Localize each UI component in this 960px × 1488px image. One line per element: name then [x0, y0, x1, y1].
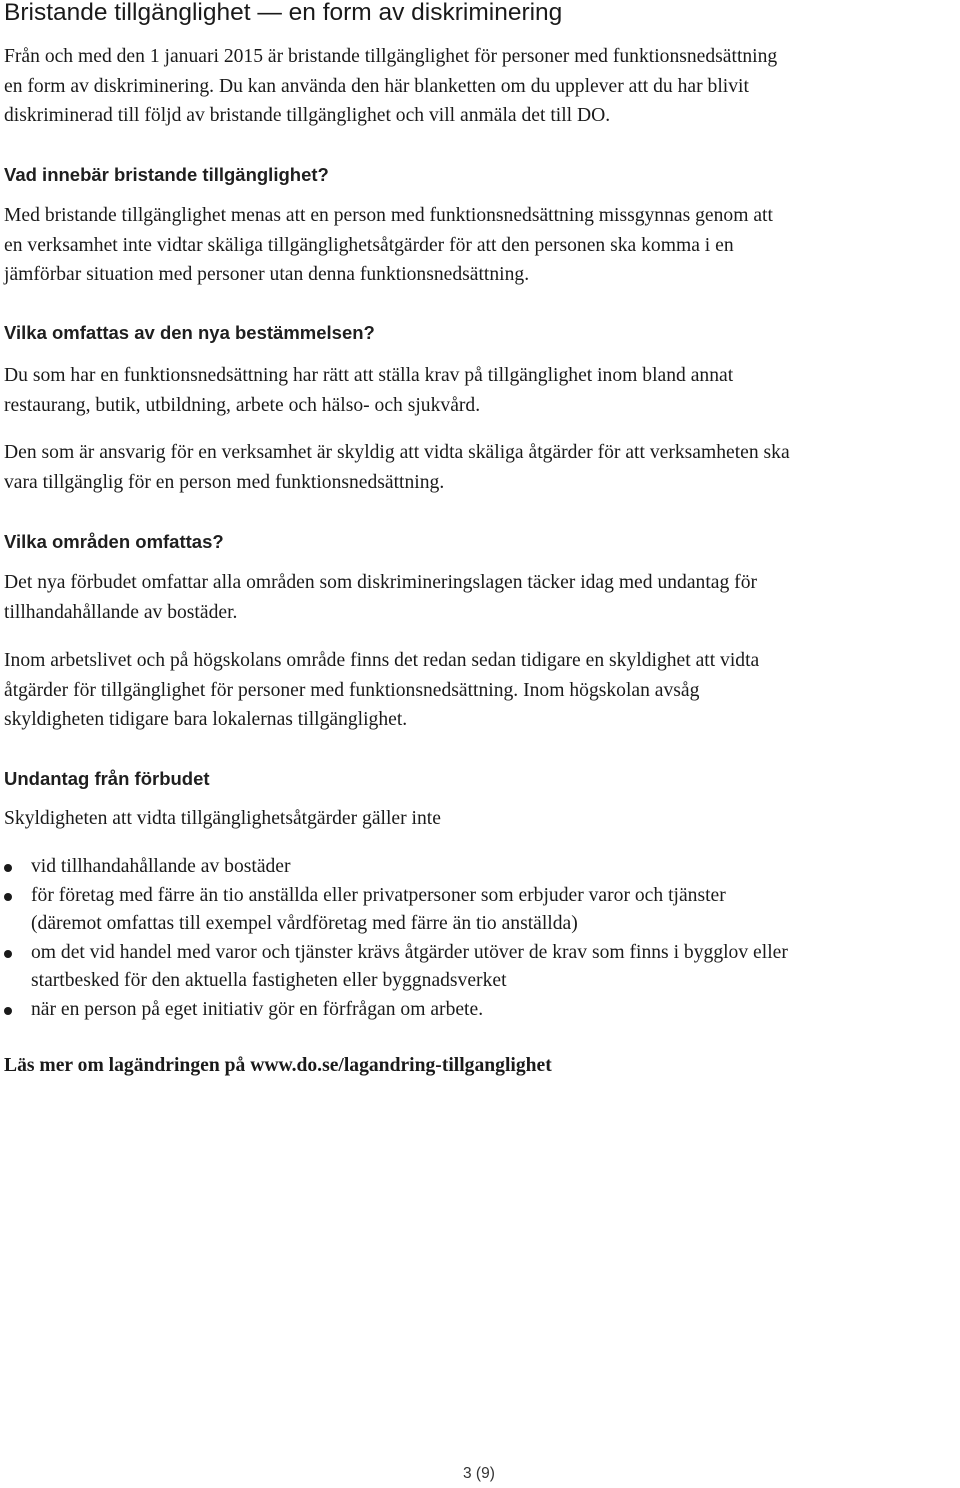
text-line: Skyldigheten att vidta tillgänglighetsåtgärder gäller inte: [4, 808, 441, 829]
text-line: vid tillhandahållande av bostäder: [31, 856, 291, 877]
text-line: diskriminerad till följd av bristande tillgänglighet och vill anmäla det till DO.: [4, 105, 611, 126]
text-line: om det vid handel med varor och tjänster krävs åtgärder utöver de krav som finns i bygglov eller: [31, 941, 788, 963]
text-line: startbesked för den aktuella fastigheten eller byggnadsverket: [31, 970, 507, 992]
text-line: en form av diskriminering. Du kan använda den här blanketten om du upplever att du har blivit: [4, 75, 749, 97]
bullet-icon: [4, 1007, 12, 1015]
section-heading: Vilka områden omfattas?: [4, 531, 224, 552]
list-item: [4, 996, 956, 1025]
text-line: restaurang, butik, utbildning, arbete och hälso- och sjukvård.: [4, 394, 481, 416]
section-paragraph: [4, 201, 960, 290]
list-item: [4, 939, 956, 996]
section-paragraph: [4, 804, 960, 834]
text-line: Du som har en funktionsnedsättning har rätt att ställa krav på tillgänglighet inom bland annat: [4, 365, 734, 386]
text-line: (däremot omfattas till exempel vårdföretag med färre än tio anställda): [31, 913, 578, 935]
bullet-icon: [4, 893, 12, 901]
text-line: tillhandahållande av bostäder.: [4, 601, 238, 623]
section-paragraph: [4, 568, 960, 627]
page-title: Bristande tillgänglighet — en form av diskriminering: [4, 0, 563, 26]
list-item: [4, 853, 956, 882]
intro-paragraph: [4, 42, 960, 131]
bullet-icon: [4, 950, 12, 958]
section-heading: Vad innebär bristande tillgänglighet?: [4, 164, 329, 185]
text-line: Från och med den 1 januari 2015 är bristande tillgänglighet för personer med funktionsnedsättning: [4, 46, 778, 67]
text-line: jämförbar situation med personer utan denna funktionsnedsättning.: [4, 264, 530, 285]
read-more-text: Läs mer om lagändringen på www.do.se/lagandring-tillganglighet: [4, 1055, 552, 1076]
text-line: när en person på eget initiativ gör en förfrågan om arbete.: [31, 998, 484, 1020]
text-line: Inom arbetslivet och på högskolans område finns det redan sedan tidigare en skyldighet att vidta: [4, 650, 760, 671]
exception-list: [4, 853, 956, 1025]
text-line: en verksamhet inte vidtar skäliga tillgänglighetsåtgärder för att den personen ska komma i en: [4, 234, 734, 256]
section-paragraph: [4, 438, 960, 497]
text-line: skyldigheten tidigare bara lokalernas tillgänglighet.: [4, 709, 408, 730]
page-number: 3 (9): [463, 1465, 495, 1482]
section-heading: Vilka omfattas av den nya bestämmelsen?: [4, 322, 375, 343]
section-paragraph: [4, 646, 960, 735]
text-line: vara tillgänglig för en person med funktionsnedsättning.: [4, 471, 445, 493]
text-line: Det nya förbudet omfattar alla områden som diskrimineringslagen täcker idag med undantag för: [4, 572, 758, 593]
text-line: åtgärder för tillgänglighet för personer med funktionsnedsättning. Inom högskolan avsåg: [4, 679, 700, 701]
text-line: Med bristande tillgänglighet menas att en person med funktionsnedsättning missgynnas genom att: [4, 205, 773, 226]
text-line: för företag med färre än tio anställda eller privatpersoner som erbjuder varor och tjänster: [31, 884, 726, 906]
section-paragraph: [4, 361, 960, 420]
bullet-icon: [4, 864, 12, 872]
section-heading: Undantag från förbudet: [4, 768, 210, 789]
text-line: Den som är ansvarig för en verksamhet är skyldig att vidta skäliga åtgärder för att verksamheten ska: [4, 442, 790, 463]
list-item: [4, 882, 956, 939]
